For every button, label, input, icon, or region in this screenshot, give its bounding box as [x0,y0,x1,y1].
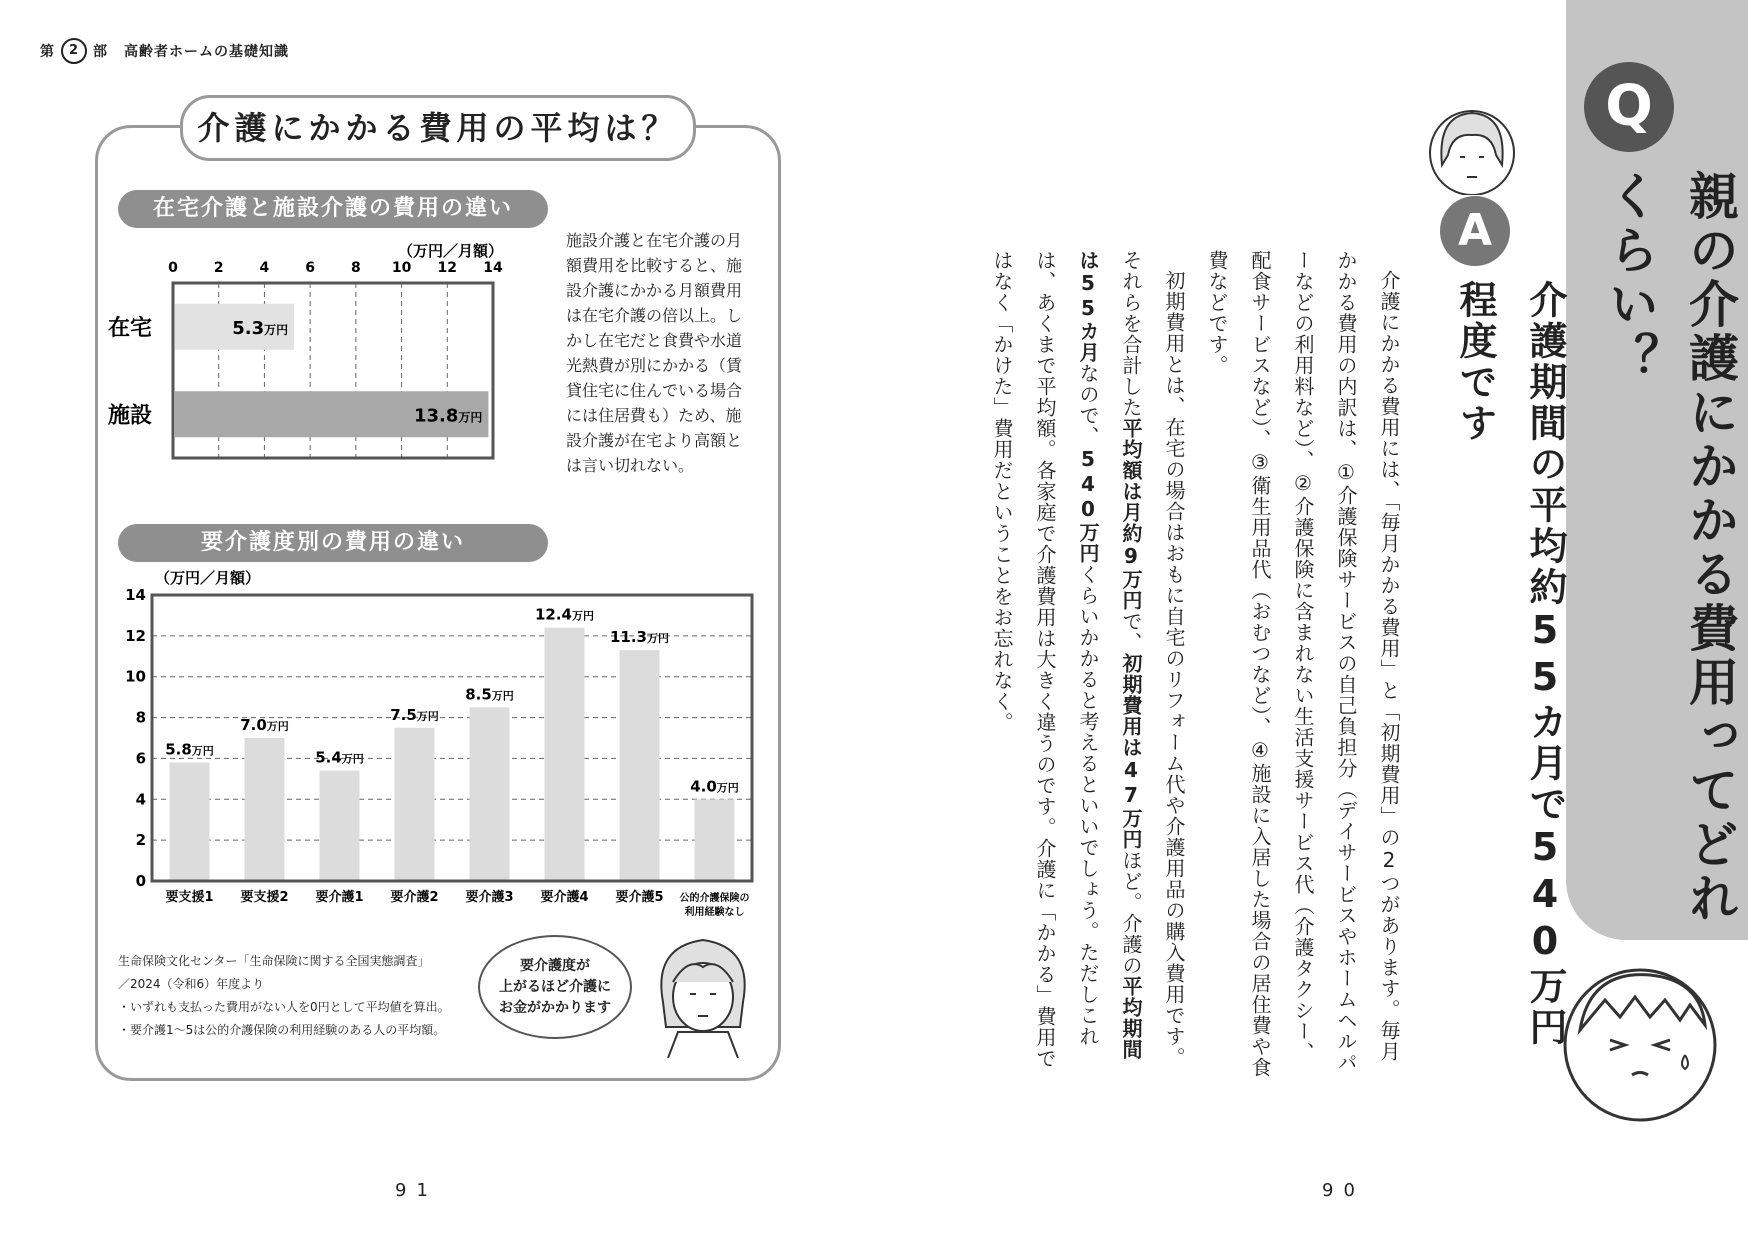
section1-description: 施設介護と在宅介護の月額費用を比較すると、施設介護にかかる月額費用は在宅介護の倍以上。しかし在宅だと食費や水道光熱費が別にかかる（賃貸住宅に住んでいる場合には住居費も）ため、施設介護が在宅より高額とは言い切れない。 [566,231,743,475]
category-label: 在宅 [108,315,153,341]
category-label: 要介護3 [465,890,514,905]
category-label: 要介護1 [315,890,364,905]
x-tick-label: 8 [350,260,361,276]
care-level-chart [120,568,760,918]
source-line: ／2024（令和6）年度より [118,977,265,991]
section1-title: 在宅介護と施設介護の費用の違い [118,190,548,228]
source-notes [118,950,450,1042]
bar [320,771,360,881]
value-label: 12.4万円 [534,605,595,624]
x-tick-label: 0 [168,260,178,276]
y-tick-label: 4 [135,790,146,809]
value-label: 13.8万円 [413,405,483,427]
page-number-left: 91 [395,1180,438,1201]
answer-title: 介護期間の平均約55カ月で540万円程度です [1453,280,1567,1048]
category-label: 施設 [108,403,153,429]
part-number: 2 [61,38,87,64]
y-tick-label: 0 [135,872,146,890]
category-label: 公的介護保険の [679,893,750,904]
y-tick-label: 12 [125,626,146,645]
value-unit: 万円 [647,632,670,646]
source-line: ・いずれも支払った費用がない人を0円として平均値を算出。 [118,1000,450,1014]
category-label: 要支援1 [165,890,214,905]
value-unit: 万円 [458,410,483,425]
bubble-line: 要介護度が [520,957,590,974]
y-tick-label: 14 [125,586,146,604]
paragraph-2: 初期費用とは、在宅の場合はおもに自宅のリフォーム代や介護用品の購入費用です。それらを合計した平均額は月約9万円で、初期費用は47万円ほど。介護の平均期間は55カ月なので、540万円くらいかかると考えるといいでしょう。ただしこれは、あくまで平均額。各家庭で介護費用は大きく違うのです。介護に「かかる」費用ではなく「かけた」費用だということをお忘れなく。 [990,250,1186,1069]
woman-face-icon [1412,95,1532,195]
bubble-line: お金がかかります [499,999,611,1016]
value-label: 5.4万円 [315,748,364,767]
category-label: 要支援2 [240,890,289,905]
unit-label: （万円／月額） [155,569,261,587]
value-unit: 万円 [341,752,364,766]
category-label: 利用経験なし [684,907,745,918]
page-number-right: 90 [1322,1180,1365,1201]
value-label: 11.3万円 [609,628,670,647]
source-line: 生命保険文化センター「生命保険に関する全国実態調査」 [118,954,430,968]
unit-label: （万円／月額） [397,242,503,260]
part-suffix: 部 [93,44,108,60]
y-tick-label: 8 [135,708,146,727]
y-tick-label: 10 [125,667,146,686]
value-label: 5.3万円 [232,317,289,339]
x-tick-label: 6 [305,260,316,276]
body-text [980,250,1410,1080]
x-tick-label: 14 [483,260,503,276]
value-label: 4.0万円 [690,777,739,796]
value-unit: 万円 [716,781,739,795]
source-line: ・要介護1〜5は公的介護保険の利用経験のある人の平均額。 [118,1023,446,1037]
value-label: 7.5万円 [390,705,439,724]
value-label: 8.5万円 [465,685,514,704]
section-name: 高齢者ホームの基礎知識 [124,44,289,60]
bubble-line: 上がるほど介護に [499,978,611,995]
bar [470,707,510,881]
y-tick-label: 6 [135,749,146,768]
y-tick-label: 2 [135,831,146,850]
value-label: 7.0万円 [240,716,289,734]
x-tick-label: 2 [213,260,224,276]
home-vs-facility-chart [100,238,550,498]
value-unit: 万円 [264,322,289,337]
x-tick-label: 12 [437,260,458,276]
speech-bubble [478,935,632,1039]
value-unit: 万円 [416,709,439,723]
category-label: 要介護2 [390,890,439,905]
value-label: 5.8万円 [165,740,214,759]
category-label: 要介護4 [540,890,589,905]
bar [245,738,285,881]
q-badge: Q [1584,62,1674,152]
value-unit: 万円 [491,689,514,703]
bar [695,799,735,881]
category-label: 要介護5 [615,890,664,905]
value-unit: 万円 [572,609,595,623]
part-prefix: 第 [40,44,55,60]
paragraph-1: 介護にかかる費用には、「毎月かかる費用」と「初期費用」の2つがあります。毎月かかる費用の内訳は、①介護保険サービスの自己負担分（デイサービスやホームヘルパーなどの利用料など）、②介護保険に含まれない生活支援サービス代（介護タクシー、配食サービスなど）、③衛生用品代（おむつなど）、④施設に入居した場合の居住費や食費などです。 [1205,250,1401,1078]
woman-illustration [648,932,758,1058]
bar [170,763,210,881]
x-tick-label: 10 [391,260,412,276]
section2-title: 要介護度別の費用の違い [118,524,548,562]
bar [620,650,660,881]
part-header [40,38,289,64]
value-unit: 万円 [191,744,214,758]
a-badge: A [1440,196,1510,266]
value-unit: 万円 [266,720,289,733]
man-worried-illustration [1540,945,1740,1125]
bar [395,728,435,881]
question-title: 親の介護にかかる費用ってどれくらい？ [1601,170,1739,926]
frame-title: 介護にかかる費用の平均は？ [180,95,696,161]
x-tick-label: 4 [259,260,270,276]
bar [545,628,585,881]
